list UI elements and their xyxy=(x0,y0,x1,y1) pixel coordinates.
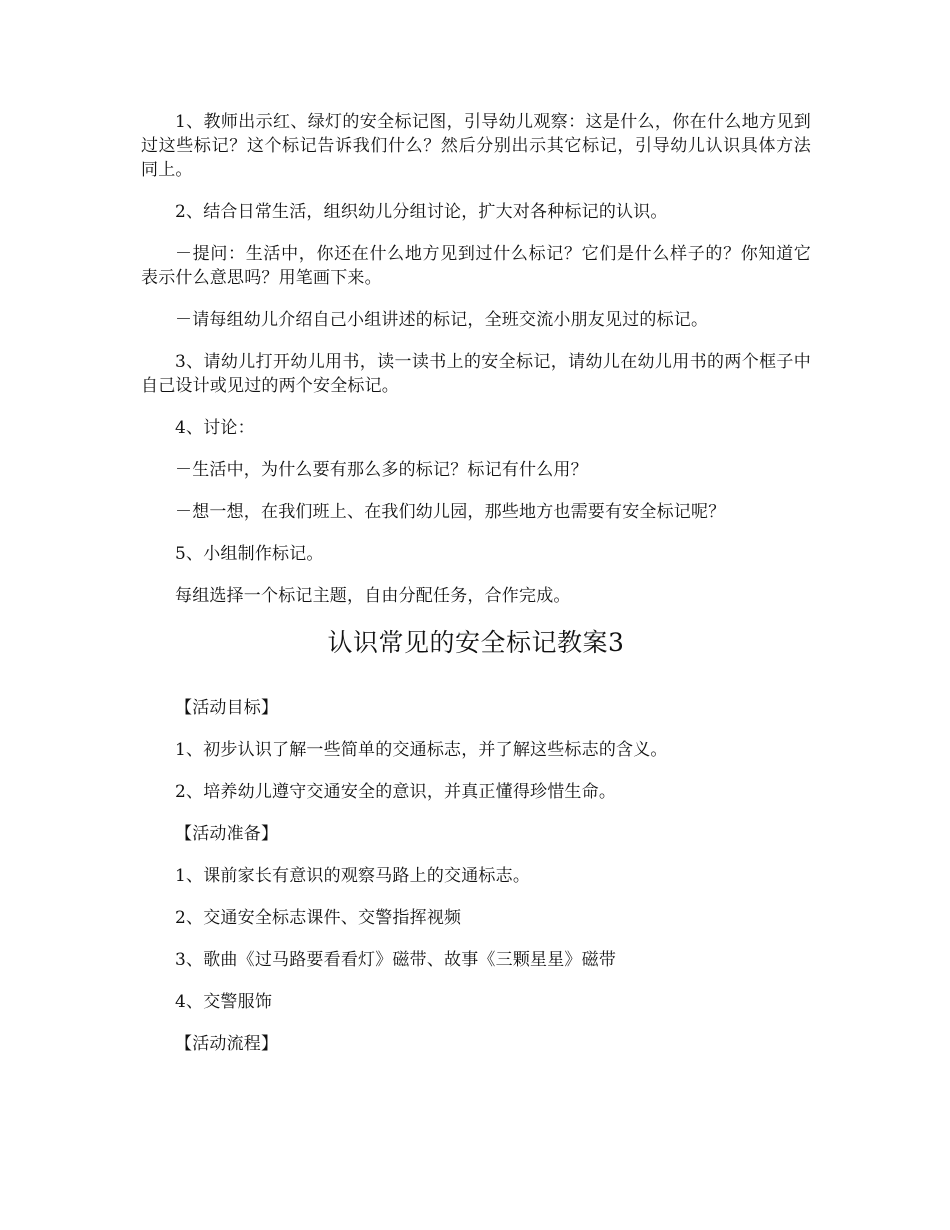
paragraph-discussion-1: －生活中，为什么要有那么多的标记？标记有什么用？ xyxy=(175,460,588,480)
paragraph-goal-2: 2、培养幼儿遵守交通安全的意识，并真正懂得珍惜生命。 xyxy=(175,782,617,802)
paragraph-prep-3: 3、歌曲《过马路要看看灯》磁带、故事《三颗星星》磁带 xyxy=(175,950,617,970)
paragraph-goal-1: 1、初步认识了解一些简单的交通标志，并了解这些标志的含义。 xyxy=(175,740,668,760)
paragraph-discussion-2: －想一想，在我们班上、在我们幼儿园，那些地方也需要有安全标记呢？ xyxy=(175,502,726,522)
paragraph-group-share: －请每组幼儿介绍自己小组讲述的标记，全班交流小朋友见过的标记。 xyxy=(175,310,709,330)
paragraph-step-4: 4、讨论： xyxy=(175,418,255,438)
paragraph-step-1: 1、教师出示红、绿灯的安全标记图，引导幼儿观察：这是什么，你在什么地方见到过这些标记？这个标记告诉我们什么？然后分别出示其它标记，引导幼儿认识具体方法同上。 xyxy=(141,112,811,180)
paragraph-group-task: 每组选择一个标记主题，自由分配任务，合作完成。 xyxy=(175,586,571,606)
heading-activity-preparation: 【活动准备】 xyxy=(175,824,279,844)
paragraph-prep-2: 2、交通安全标志课件、交警指挥视频 xyxy=(175,908,462,928)
paragraph-step-3: 3、请幼儿打开幼儿用书，读一读书上的安全标记，请幼儿在幼儿用书的两个框子中自己设计或见过的两个安全标记。 xyxy=(141,352,811,396)
paragraph-step-5: 5、小组制作标记。 xyxy=(175,544,324,564)
document-page xyxy=(141,110,811,1074)
paragraph-step-2: 2、结合日常生活，组织幼儿分组讨论，扩大对各种标记的认识。 xyxy=(175,202,668,222)
paragraph-prep-4: 4、交警服饰 xyxy=(175,992,273,1012)
section-title: 认识常见的安全标记教案3 xyxy=(327,628,625,657)
paragraph-question: －提问：生活中，你还在什么地方见到过什么标记？它们是什么样子的？你知道它表示什么意思吗？用笔画下来。 xyxy=(141,244,811,288)
paragraph-prep-1: 1、课前家长有意识的观察马路上的交通标志。 xyxy=(175,866,531,886)
heading-activity-goals: 【活动目标】 xyxy=(175,698,279,718)
heading-activity-flow: 【活动流程】 xyxy=(175,1034,279,1054)
